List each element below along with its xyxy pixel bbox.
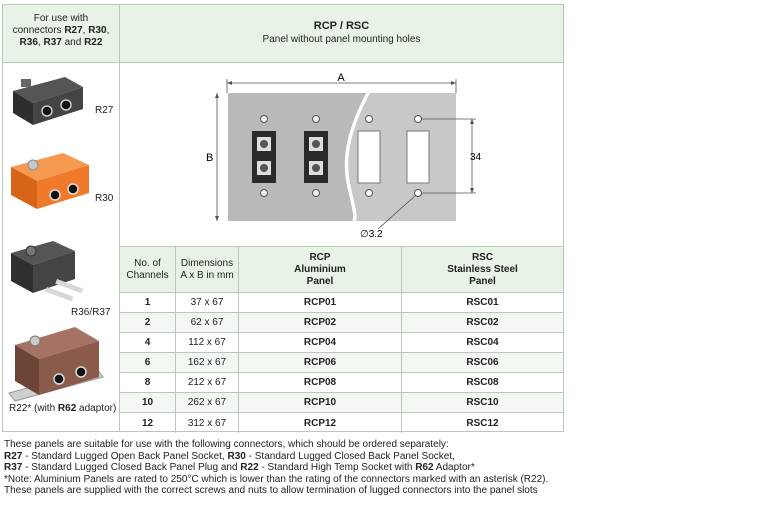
dim-34-label: 34 bbox=[470, 152, 482, 163]
r27-connector-image bbox=[3, 63, 119, 143]
r36-r37-connector-image bbox=[3, 229, 119, 319]
cell-channels: 2 bbox=[120, 313, 176, 333]
hole-diameter-label: ∅3.2 bbox=[360, 229, 383, 240]
connector-r30 bbox=[3, 143, 119, 229]
note-line-5: These panels are supplied with the correct screws and nuts to allow termination of lugged connectors into the panel slots bbox=[4, 485, 538, 496]
connector-r27 bbox=[3, 63, 119, 143]
connector-r22 bbox=[3, 319, 119, 431]
notes-block bbox=[4, 439, 774, 497]
compat-line2: connectors R27, R30, bbox=[12, 25, 110, 36]
cell-rsc: RSC02 bbox=[402, 313, 563, 333]
cell-rcp: RCP04 bbox=[239, 333, 402, 353]
cell-dimensions: 62 x 67 bbox=[176, 313, 239, 333]
cell-rcp: RCP06 bbox=[239, 353, 402, 373]
product-header bbox=[120, 5, 563, 63]
cell-rcp: RCP01 bbox=[239, 293, 402, 313]
cell-rsc: RSC01 bbox=[402, 293, 563, 313]
cell-dimensions: 262 x 67 bbox=[176, 393, 239, 413]
cell-channels: 1 bbox=[120, 293, 176, 313]
cell-dimensions: 112 x 67 bbox=[176, 333, 239, 353]
cell-rsc: RSC04 bbox=[402, 333, 563, 353]
cell-rcp: RCP12 bbox=[239, 413, 402, 433]
product-subtitle: Panel without panel mounting holes bbox=[262, 34, 421, 45]
col-channels-header: No. of Channels bbox=[120, 247, 176, 293]
col-rsc-header: RSC Stainless Steel Panel bbox=[402, 247, 563, 293]
cell-channels: 10 bbox=[120, 393, 176, 413]
r22-label: R22* (with R62 adaptor) bbox=[9, 403, 117, 414]
note-line-3: R37 - Standard Lugged Closed Back Panel Plug and R22 - Standard High Temp Socket with R62 Adaptor* bbox=[4, 462, 475, 473]
note-line-1: These panels are suitable for use with the following connectors, which should be ordered separately: bbox=[4, 439, 449, 450]
r27-label: R27 bbox=[95, 105, 114, 116]
col-rcp-header: RCP Aluminium Panel bbox=[239, 247, 402, 293]
note-line-2: R27 - Standard Lugged Open Back Panel Socket, R30 - Standard Lugged Closed Back Panel Socket, bbox=[4, 450, 455, 462]
cell-channels: 4 bbox=[120, 333, 176, 353]
cell-channels: 8 bbox=[120, 373, 176, 393]
r30-connector-image bbox=[3, 143, 119, 229]
note-line-4: *Note: Aluminium Panels are rated to 250°C which is lower than the rating of the connectors marked with an asterisk (R22). bbox=[4, 473, 549, 485]
product-title: RCP / RSC bbox=[313, 20, 370, 32]
cell-rsc: RSC10 bbox=[402, 393, 563, 413]
cell-channels: 6 bbox=[120, 353, 176, 373]
cell-channels: 12 bbox=[120, 413, 176, 433]
r30-label: R30 bbox=[95, 193, 114, 204]
table-row bbox=[120, 393, 563, 413]
panel-drawing bbox=[120, 63, 563, 247]
r36-r37-label: R36/R37 bbox=[71, 307, 111, 318]
compat-line1: For use with bbox=[33, 13, 89, 24]
cell-rcp: RCP02 bbox=[239, 313, 402, 333]
cell-rsc: RSC08 bbox=[402, 373, 563, 393]
table-row bbox=[120, 313, 563, 333]
table-row bbox=[120, 413, 563, 433]
col-dimensions-header: Dimensions A x B in mm bbox=[176, 247, 239, 293]
table-header-row bbox=[120, 247, 563, 293]
table-row bbox=[120, 293, 563, 313]
product-table bbox=[2, 4, 564, 432]
cell-dimensions: 37 x 67 bbox=[176, 293, 239, 313]
cell-dimensions: 162 x 67 bbox=[176, 353, 239, 373]
table-row bbox=[120, 333, 563, 353]
cell-rcp: RCP08 bbox=[239, 373, 402, 393]
cell-rsc: RSC06 bbox=[402, 353, 563, 373]
cell-rsc: RSC12 bbox=[466, 417, 499, 429]
connector-images-column bbox=[3, 63, 120, 431]
part-number-table bbox=[120, 247, 563, 431]
dim-b-label: B bbox=[206, 152, 214, 164]
compat-line3: R36, R37 and R22 bbox=[19, 37, 103, 48]
table-row bbox=[120, 353, 563, 373]
table-row bbox=[120, 373, 563, 393]
compatibility-header bbox=[3, 5, 120, 63]
dim-a-label: A bbox=[337, 72, 345, 84]
cell-rcp: RCP10 bbox=[239, 393, 402, 413]
panel-diagram bbox=[120, 63, 563, 247]
cell-dimensions: 312 x 67 bbox=[176, 413, 239, 433]
connector-r36-r37 bbox=[3, 229, 119, 319]
cell-dimensions: 212 x 67 bbox=[176, 373, 239, 393]
